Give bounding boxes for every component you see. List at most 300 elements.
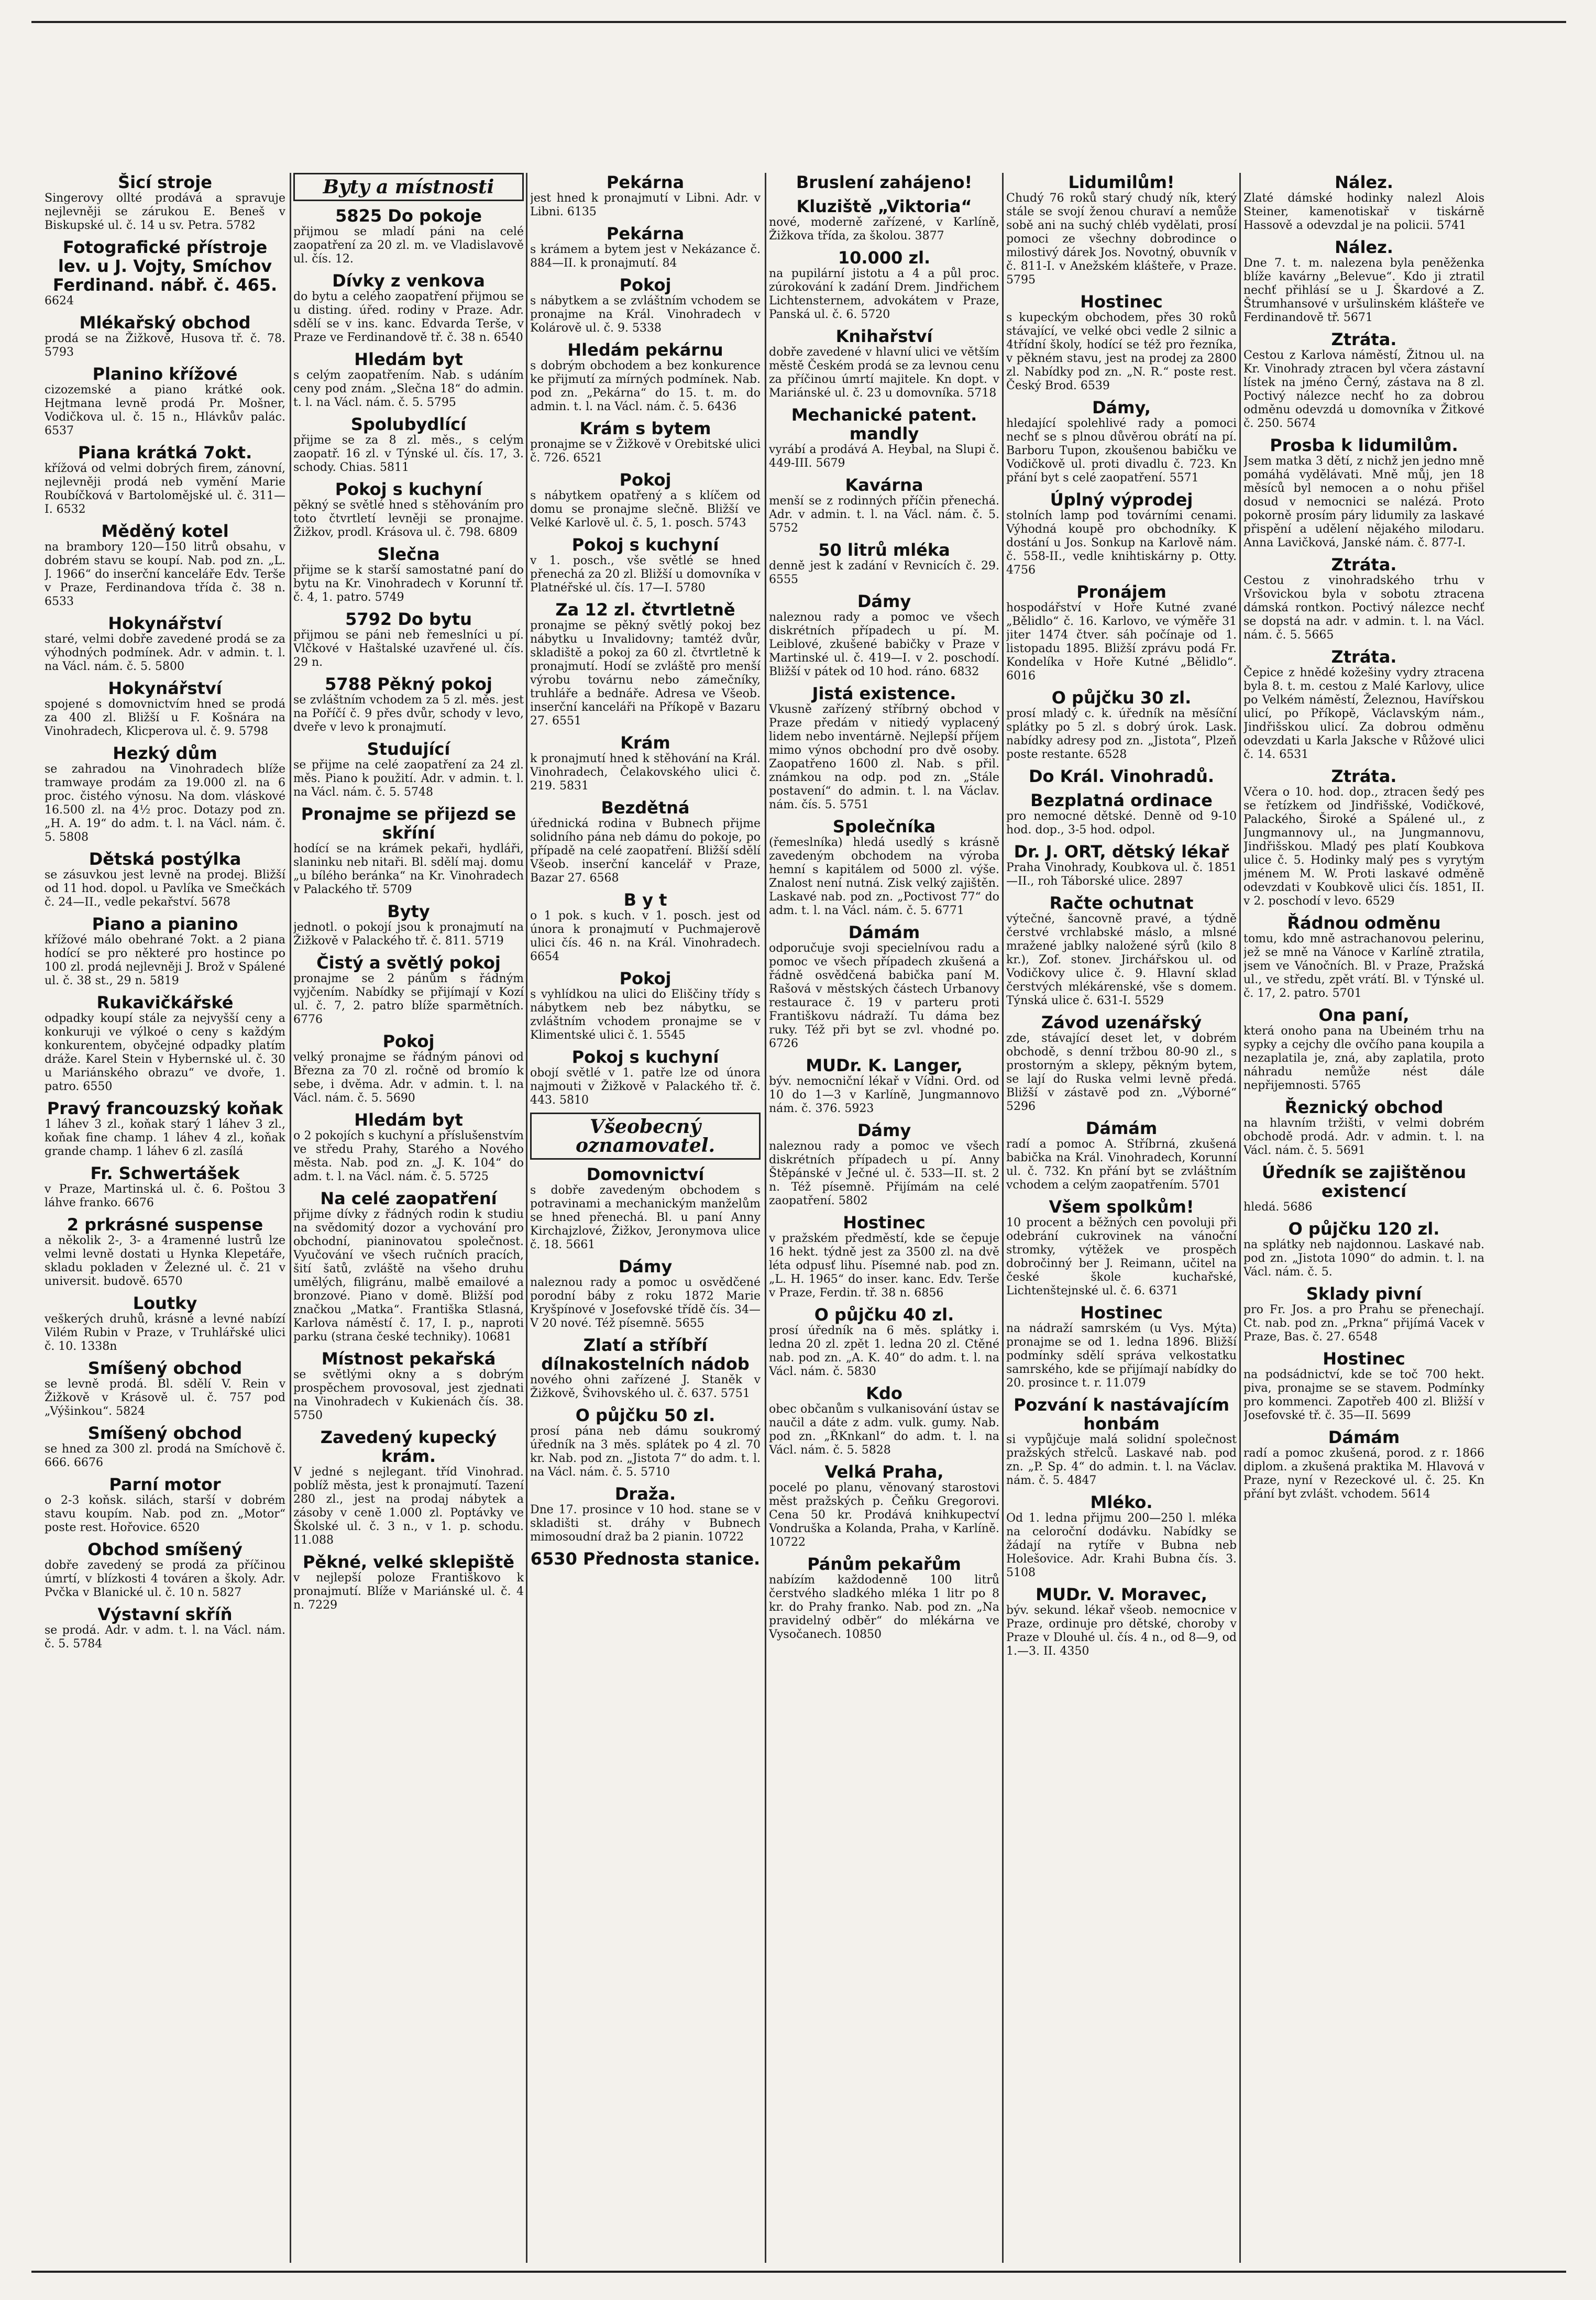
classified-ad (45, 1475, 285, 1535)
ad-body: Dne 17. prosince v 10 hod. stane se v skladišti st. dráhy v Bubnech mimosoudní draž ba 2 pianin. 10722 (530, 1503, 761, 1544)
ad-body: zde, stávající deset let, v dobrém obchodě, s denní tržbou 80-90 zl., s prostorným a sklepy, pěkným bytem, se lají do Ruska velmi levně předá. Bližší v zástavě pod zn. „Výborné“ 5296 (1006, 1032, 1237, 1113)
ad-heading: Úředník se zajištěnou existencí (1261, 1162, 1467, 1201)
ad-body: hledající spolehlivé rady a pomoci nechť se s plnou důvěrou obrátí na pí. Barboru Tupon, zkoušenou babičku ve Vodičkově ul. proti divadlu č. 723. Kn přání byt s celé zaopatření. 5571 (1006, 417, 1237, 485)
ad-heading: Studující (367, 739, 450, 759)
classified-ad (1243, 1006, 1484, 1093)
classified-ad (293, 271, 524, 345)
classified-ad (1006, 292, 1237, 393)
classified-ad (45, 993, 285, 1094)
ad-body: a několik 2-, 3- a 4ramenné lustrů lze velmi levně dostati u Hynka Klepetáře, skladu pokladen v Železné ul. č. 21 v universit. budově. 6570 (45, 1234, 285, 1288)
classified-ad (1006, 894, 1237, 1008)
ad-heading: MUDr. K. Langer, (806, 1055, 963, 1075)
ad-body: se zahradou na Vinohradech blíže tramwaye prodám za 19.000 zl. na 6 proc. čistého výnosu. Na dom. vláskové 16.500 zl. na 4½ proc. Dotazy pod zn. „H. A. 19“ do adm. t. l. na Václ. nám. č. 5. 5808 (45, 763, 285, 844)
classified-ad (769, 923, 999, 1051)
ad-body: dobře zavedený se prodá za příčinou úmrtí, v blízkosti 4 továren a školy. Adr. Pvčka v Blanické ul. č. 10 n. 5827 (45, 1559, 285, 1599)
classified-ad (293, 805, 524, 897)
classified-ad (769, 197, 999, 243)
ad-body: prosí mladý c. k. úředník na měsíční splátky po 5 zl. s dobrý úrok. Lask. nabídky adresy pod zn. „Jistota“, Plzeň poste restante. 6528 (1006, 707, 1237, 761)
ad-body: 10 procent a běžných cen povoluji při odebrání cukrovinek na vánoční stromky, výtěžek ve prospěch dobročinný ber J. Reimann, učitel na české škole kuchařské, Lichtenštejnské ul. č. 6. 6371 (1006, 1216, 1237, 1297)
classified-ad (293, 415, 524, 475)
ad-body: na hlavním tržišti, v velmi dobrém obchodě prodá. Adr. v admin. t. l. na Václ. nám. č. 5. 5691 (1243, 1117, 1484, 1157)
classified-ad (1243, 1098, 1484, 1158)
ad-body: dobře zavedené v hlavní ulici ve větším městě Českém prodá se za levnou cenu za příčinou úmrtí majitele. Kn dopt. v Mariánské ul. č. 23 u domovníka. 5718 (769, 346, 999, 400)
classified-ad (530, 535, 761, 595)
ad-body: přijme se za 8 zl. měs., s celým zaopatř. 16 zl. v Týnské ul. čís. 17, 3. schody. Chias. 5811 (293, 434, 524, 474)
ad-heading: Dětská postýlka (89, 849, 241, 869)
ad-body: prosí úředník na 6 měs. splátky i. ledna 20 zl. zpět 1. ledna 20 zl. Ctěné nab. pod zn. „A. K. 40“ do adm. t. l. na Václ. nám. č. 5830 (769, 1324, 999, 1378)
ad-body: Cestou z Karlova náměstí, Žitnou ul. na Kr. Vinohrady ztracen byl včera zástavní lístek na jméno Černý, zástava na 8 zl. Poctivý nálezce nechť ho za dobrou odměnu odevzdá u domovníka v Žitkové č. 250. 5674 (1243, 349, 1484, 430)
classified-ad (293, 1553, 524, 1612)
ad-body: s nábytkem opatřený a s klíčem od domu se pronajme slečně. Bližší ve Velké Karlově ul. č. 5, 1. posch. 5743 (530, 489, 761, 530)
column-6 (1243, 173, 1484, 2263)
classified-ad (769, 327, 999, 400)
ad-body: se zásuvkou jest levně na prodej. Bližší od 11 hod. dopol. u Pavlíka ve Smečkách č. 24—II., vedle pekařství. 5678 (45, 868, 285, 909)
classified-ad (293, 740, 524, 799)
ad-heading: 10.000 zl. (838, 248, 931, 268)
classified-ad (530, 1406, 761, 1479)
classified-ad (293, 902, 524, 948)
ad-body: do bytu a celého zaopatření přijmou se u disting. úřed. rodiny v Praze. Adr. sdělí se v ins. kanc. Edvarda Terše, v Praze ve Ferdinandově tř. č. 38 n. 6540 (293, 290, 524, 344)
classified-ad (45, 1605, 285, 1651)
classified-ad (45, 313, 285, 359)
ad-body: úřednická rodina v Bubnech přijme solidního pána neb dámu do pokoje, po případě na celé zaopatření. Bližší sdělí Všeob. inserční kancelář v Praze, Bazar 27. 6568 (530, 817, 761, 885)
ad-heading: Bezplatná ordinace (1030, 790, 1213, 810)
ad-body: Zlaté dámské hodinky nalezl Alois Steiner, kamenotiskař v tiskárně Hassově a odevzdal je na policii. 5741 (1243, 192, 1484, 232)
ad-heading: Krám (620, 733, 670, 753)
ad-heading: Mlékařský obchod (79, 313, 251, 333)
ad-heading: Ona paní, (1318, 1005, 1410, 1025)
ad-heading: Hostinec (1080, 292, 1163, 312)
classified-ad (293, 1032, 524, 1105)
ad-body: pro Fr. Jos. a pro Prahu se přenechají. Ct. nab. pod zn. „Prkna“ přijímá Vacek v Praze, Bas. č. 27. 6548 (1243, 1303, 1484, 1344)
ad-heading: Piana krátká 7okt. (78, 443, 252, 463)
ad-heading: Pánům pekařům (807, 1554, 961, 1574)
ad-body: křížová od velmi dobrých firem, zánovní, nejlevněji prodá neb vymění Marie Roubíčková v Bartolomějské ul. č. 311—I. 6532 (45, 462, 285, 516)
classified-ad (769, 248, 999, 322)
ad-body: pro nemocné dětské. Denně od 9-10 hod. dop., 3-5 hod. odpol. (1006, 810, 1237, 837)
classified-ad (530, 1048, 761, 1107)
ad-heading: Dámy, (1092, 398, 1151, 417)
ad-heading: Ztráta. (1331, 766, 1397, 786)
ad-heading: Dámy (857, 1120, 911, 1140)
ad-heading: Ztráta. (1331, 329, 1397, 349)
classified-ad (293, 350, 524, 410)
ad-heading: Hezký dům (113, 743, 217, 763)
column-separator (1239, 173, 1241, 2263)
ad-body: veškerých druhů, krásné a levné nabízí Vilém Rubin v Praze, v Truhlářské ulici č. 10. 1338n (45, 1313, 285, 1353)
classified-ad (1006, 490, 1237, 577)
ad-heading: O půjčku 120 zl. (1288, 1219, 1440, 1239)
classified-ad (45, 614, 285, 674)
ad-heading: Planino křížové (92, 364, 238, 384)
ad-heading: Pekárna (606, 173, 685, 192)
ad-heading: Hokynářství (108, 613, 222, 633)
classified-ad (769, 1384, 999, 1457)
ad-body: naleznou rady a pomoc ve všech diskrétních případech u pí. Anny Štěpánské v Ječné ul. č. 533—II. st. 2 n. Též písemně. Přijímám na celé zaopatření. 5802 (769, 1140, 999, 1207)
ad-body: na nádraží samrském (u Vys. Mýta) pronajme se od 1. ledna 1896. Bližší podmínky sdělí správa velkostatku samrského, kde se přijímají nabídky do 20. prosince t. r. 11.079 (1006, 1322, 1237, 1390)
ad-heading: Kavárna (845, 475, 923, 495)
classified-ad (1006, 1119, 1237, 1192)
ad-body: nové, moderně zařízené, v Karlíně, Žižkova třída, za školou. 3877 (769, 216, 999, 243)
classified-ad (530, 470, 761, 530)
classified-ad (530, 798, 761, 885)
ad-body: se světlými okny a s dobrým prospěchem provosoval, jest zjednati na Vinohradech v Kukienách čís. 38. 5750 (293, 1368, 524, 1422)
classified-ad (1006, 1303, 1237, 1390)
ad-heading: 5792 Do bytu (345, 609, 472, 629)
ad-body: s kupeckým obchodem, přes 30 roků stávající, ve velké obci vedle 2 silnic a 4třídní školy, hodící se též pro řezníka, v pěkném stavu, jest na prodej za 2800 zl. Nabídky pod zn. „N. R.“ poste rest. Český Brod. 6539 (1006, 311, 1237, 392)
ad-body: o 1 pok. s kuch. v 1. posch. jest od února k pronajmutí v Puchmajerově ulici čís. 46 n. na Král. Vinohradech. 6654 (530, 909, 761, 963)
classified-ad (1006, 1585, 1237, 1658)
ad-heading: MUDr. V. Moravec, (1036, 1584, 1207, 1604)
ad-heading: Řeznický obchod (1284, 1097, 1444, 1117)
classified-ad (769, 173, 999, 192)
classified-ad (45, 443, 285, 516)
classified-ad (1006, 1013, 1237, 1114)
ad-body: hodící se na krámek pekaři, hydláři, slaninku neb nitaři. Bl. sdělí maj. domu „u bílého beránka“ na Kr. Vinohradech v Palackého tř. 5709 (293, 842, 524, 896)
classified-ad (45, 238, 285, 308)
ad-heading: Dámám (1328, 1427, 1400, 1447)
ad-body: Chudý 76 roků starý chudý ník, který stále se svojí ženou churaví a nemůže sobě ani na suchý chléb vydělati, prosí pomoci ze všechny dobrodince o milostivý dárek Jos. Novotný, obuvník v č. 811-I. v Anežském klášteře, v Praze. 5795 (1006, 192, 1237, 287)
ad-heading: Hledám byt (354, 1110, 463, 1130)
classified-ad (45, 522, 285, 609)
classified-ad (293, 953, 524, 1027)
ad-heading: Dr. J. ORT, dětský lékař (1014, 842, 1229, 862)
ad-body: s vyhlídkou na ulici do Eliščiny třídy s nábytkem neb bez nábytku, se zvláštním vchodem pronajme se v Klimentské ulici č. 1. 5545 (530, 988, 761, 1042)
column-2 (293, 173, 524, 2263)
ad-heading: Pekárna (606, 224, 685, 244)
ad-heading: Obchod smíšený (87, 1539, 243, 1559)
ad-heading: Prosba k lidumilům. (1270, 435, 1458, 455)
ad-heading: Bruslení zahájeno! (796, 173, 973, 192)
ad-heading: Hostinec (1080, 1303, 1163, 1323)
classified-ad (1243, 767, 1484, 908)
classified-ad (1243, 330, 1484, 431)
ad-heading: Krám s bytem (579, 419, 711, 438)
ad-heading: Hledám byt (354, 349, 463, 369)
ad-heading: Loutky (133, 1293, 197, 1313)
classified-ad (1006, 1395, 1237, 1488)
classified-ad (45, 365, 285, 438)
classified-ad (1006, 842, 1237, 888)
ad-heading: Bezdětná (601, 798, 690, 818)
ad-body: pěkný se světlé hned s stěhováním pro toto čtvrtletí levněji se pronajme. Žižkov, prodl. Krásova ul. č. 798. 6809 (293, 499, 524, 539)
classified-ad (1243, 436, 1484, 550)
classified-ad (1243, 1219, 1484, 1279)
classified-ad (1243, 238, 1484, 325)
classified-ad (45, 1164, 285, 1210)
ad-body: na pupilární jistotu a 4 a půl proc. zúrokování k zadání Drem. Jindřichem Lichtensternem, advokátem v Praze, Panská ul. č. 6. 5720 (769, 267, 999, 321)
ad-body: přijmou se mladí páni na celé zaopatření za 20 zl. m. ve Vladislavově ul. čís. 12. (293, 225, 524, 266)
ad-heading: O půjčku 40 zl. (814, 1305, 954, 1325)
ad-heading: Místnost pekařská (321, 1349, 496, 1369)
ad-heading: Smíšený obchod (87, 1423, 243, 1443)
column-separator (290, 173, 291, 2263)
classified-ad (1243, 1163, 1484, 1214)
ad-body: radí a pomoc zkušená, porod. z r. 1866 diplom. a zkušená praktika M. Hlavová v Praze, nyní v Rezeckové ul. č. 25. Kn přání byt zvlášt. vchodem. 5614 (1243, 1447, 1484, 1501)
ad-heading: Šicí stroje (118, 173, 212, 192)
ad-heading: Hokynářství (108, 678, 222, 698)
ad-heading: Pokoj s kuchyní (335, 479, 482, 499)
ad-body: se přijme na celé zaopatření za 24 zl. měs. Piano k použití. Adr. v admin. t. l. na Václ. nám. č. 5. 5748 (293, 758, 524, 799)
ad-heading: Dámám (1085, 1118, 1158, 1138)
classified-ad (530, 173, 761, 219)
ad-heading: 2 prkrásné suspense (67, 1215, 263, 1235)
ad-body: spojené s domovnictvím hned se prodá za 400 zl. Bližší u F. Košnára na Vinohradech, Klicperova ul. č. 9. 5798 (45, 698, 285, 738)
ad-body: pronajme se pěkný světlý pokoj bez nábytku u Invalidovny; tamtéž dvůr, skladiště a pokoj za 60 zl. čtvrtletně k pronajmutí. Hodí se zvláště pro menší výrobu továrnu nebo zámečníky, truhláře a bednáře. Adresa ve Všeob. inserční kanceláři na Příkopě v Bazaru 27. 6551 (530, 619, 761, 728)
ad-heading: Račte ochutnat (1049, 893, 1194, 913)
ad-heading: 5825 Do pokoje (335, 206, 482, 226)
classified-ad (769, 684, 999, 812)
ad-heading: Fr. Schwertášek (90, 1163, 240, 1183)
ad-heading: Společníka (832, 817, 936, 837)
ad-heading: Kdo (866, 1383, 902, 1403)
ad-heading: Do Král. Vinohradů. (1028, 766, 1215, 786)
classified-ad (530, 224, 761, 270)
classified-ad (530, 890, 761, 964)
ad-heading: Výstavní skříň (97, 1604, 233, 1624)
ad-heading: Pěkné, velké sklepiště (303, 1552, 514, 1572)
ad-body: denně jest k zadání v Revnicích č. 29. 6555 (769, 559, 999, 586)
classified-ad (530, 419, 761, 465)
ad-body: nového ohni zařízené J. Staněk v Žižkově, Švihovského ul. č. 637. 5751 (530, 1373, 761, 1400)
ad-body: obec občanům s vulkanisování ústav se naučil a dáte z adm. vulk. gumy. Nab. pod zn. „ŘKnkanl“ do adm. t. l. na Václ. nám. č. 5. 5828 (769, 1403, 999, 1457)
ad-heading: Zlatí a stříbří dílnakostelních nádob (541, 1335, 750, 1374)
ad-body: vyrábí a prodává A. Heybal, na Slupi č. 449-III. 5679 (769, 443, 999, 470)
ad-heading: Dívky z venkova (332, 271, 485, 291)
ad-body: 6624 (45, 294, 74, 307)
ad-body: odpadky koupí stále za nejvyšší ceny a konkuruji ve výlkoé o ceny s každým konkurentem, obyčejné odpadky platím dráže. Karel Stein v Hybernské ul. č. 30 u Mariánského obrazu“ ve dvoře, 1. patro. 6550 (45, 1012, 285, 1093)
ad-heading: Za 12 zl. čtvrtletně (555, 600, 735, 620)
classified-ad (1006, 173, 1237, 287)
ad-heading: O půjčku 50 zl. (575, 1405, 716, 1425)
top-rule (31, 21, 1566, 23)
classified-ad (1243, 1284, 1484, 1344)
column-separator (526, 173, 527, 2263)
classified-ad (45, 744, 285, 844)
ad-heading: Sklady pivní (1306, 1284, 1422, 1304)
ad-body: přijme dívky z řádných rodin k studiu na svědomitý dozor a vychování pro obchodní, pianinovatou společnost. Vyučování ve všech ručních pracích, šití šatů, zvláště na všeho druhu umělých, filigránu, malbě emailové a bronzové. Piano v domě. Bližší pod značkou „Matka“. Františka Stlasná, Karlova náměstí č. 17, I. p., naproti parku (strana české techniky). 10681 (293, 1208, 524, 1344)
ad-heading: Závod uzenářský (1041, 1013, 1202, 1032)
ad-heading: Lidumilům! (1068, 173, 1175, 192)
classified-ad (1243, 1428, 1484, 1501)
classified-ad (1006, 1197, 1237, 1298)
ad-body: v pražském předměstí, kde se čepuje 16 hekt. týdně jest za 3500 zl. na dvě léta odpusť lihu. Písemné nab. pod zn. „L. H. 1965“ do inser. kanc. Edv. Terše v Praze, Ferdin. tř. 38 n. 6856 (769, 1232, 999, 1300)
ad-body: býv. sekund. lékař všeob. nemocnice v Praze, ordinuje pro dětské, choroby v Praze v Dlouhé ul. čís. 4 n., od 8—9, od 1.—3. II. 4350 (1006, 1604, 1237, 1658)
ad-heading: Pozvání k nastávajícím honbám (1014, 1395, 1229, 1434)
ad-heading: Pokoj (619, 969, 672, 988)
ad-heading: 5788 Pěkný pokoj (325, 674, 492, 694)
classified-ad (293, 675, 524, 734)
ad-heading: O půjčku 30 zl. (1051, 688, 1192, 708)
ad-body: na brambory 120—150 litrů obsahu, v dobrém stavu se koupí. Nab. pod zn. „L. J. 1966“ do inserční kanceláře Edv. Terše v Praze, Ferdinandova třída č. 38 n. 6533 (45, 541, 285, 608)
ad-heading: Úplný výprodej (1050, 490, 1193, 510)
ad-heading: Nález. (1335, 173, 1393, 192)
ad-body: si vypůjčuje malá solidní společnost pražských střelců. Laskavé nab. pod zn. „P. Sp. 4“ do admin. t. l. na Václav. nám. č. 5. 4847 (1006, 1433, 1237, 1487)
ad-heading: Slečna (377, 544, 440, 564)
ad-heading: Piano a pianino (92, 914, 238, 934)
classified-ad (45, 679, 285, 739)
classified-ad (530, 340, 761, 414)
ad-heading: Dámy (857, 591, 911, 611)
classified-ad (769, 592, 999, 679)
classified-ad (1006, 398, 1237, 485)
classified-ad (45, 173, 285, 233)
classified-ad (530, 969, 761, 1042)
classified-ad (1006, 582, 1237, 683)
ad-heading: Pokoj (619, 470, 672, 490)
classified-ad (530, 733, 761, 793)
ad-heading: Parní motor (109, 1474, 221, 1494)
classified-ad (1006, 1493, 1237, 1580)
ad-body: se levně prodá. Bl. sdělí V. Rein v Žižkově v Krásově ul. č. 757 pod „Výšinkou“. 5824 (45, 1378, 285, 1418)
ad-body: o 2 pokojích s kuchyní a příslušenstvím ve středu Prahy, Starého a Nového města. Nab. pod zn. „J. K. 104“ do adm. t. l. na Václ. nám. č. 5. 5725 (293, 1129, 524, 1183)
ad-body: obojí světlé v 1. patře lze od února najmouti v Žižkově v Palackého tř. č. 443. 5810 (530, 1066, 761, 1107)
ad-body: stolních lamp pod továrními cenami. Výhodná koupě pro obchodníky. K dostání u Jos. Sonkup na Karlově nám. č. 558-II., vedle knihtiskárny p. Otty. 4756 (1006, 509, 1237, 577)
ad-heading: Knihařství (835, 326, 933, 346)
classified-ad (769, 476, 999, 535)
ad-body: s nábytkem a se zvláštním vchodem se pronajme na Král. Vinohradech v Kolárově ul. č. 9. 5338 (530, 294, 761, 335)
column-separator (765, 173, 766, 2263)
ad-body: hledá. 5686 (1243, 1201, 1313, 1214)
ad-body: pocelé po planu, věnovaný starostovi měst pražských p. Čeňku Gregorovi. Cena 50 kr. Prodává knihkupectví Vondruška a Kolanda, Praha, v Karlíně. 10722 (769, 1481, 999, 1549)
ad-body: cizozemské a piano krátké ook. Hejtmana levně prodá Pr. Mošner, Vodičkova ul. č. 15 n., Hlávkův palác. 6537 (45, 383, 285, 437)
classified-ad (530, 1165, 761, 1252)
classified-ad (530, 1336, 761, 1401)
classified-ad (769, 1305, 999, 1379)
classified-ad (45, 1215, 285, 1289)
ad-body: naleznou rady a pomoc u osvědčené porodní báby z roku 1872 Marie Kryšpínové v Josefovské třídě čís. 34—V 20 nové. Též písemně. 5655 (530, 1276, 761, 1330)
ad-heading: Hledám pekárnu (567, 340, 723, 360)
ad-heading: Mléko. (1090, 1492, 1153, 1512)
classified-ad (293, 206, 524, 266)
classified-ad (45, 1294, 285, 1353)
column-4 (769, 173, 999, 2263)
ad-heading: Byty (387, 901, 430, 921)
classified-ad (769, 1555, 999, 1642)
ad-heading: Mechanické patent. mandly (791, 405, 977, 444)
ad-body: Čepice z hnědé kožešiny vydry ztracena byla 8. t. m. cestou z Malé Karlovy, ulice po Velkém náměstí, Železnou, Havířskou ulicí, po Příkopě, Václavským nám., Jindřišskou ulicí. Za dobrou odměnu odevzdati u Karla Jaksche v Růžové ulici č. 14. 6531 (1243, 666, 1484, 761)
ad-body: výtečné, šancovně pravé, a týdně čerstvé vrchlabské máslo, a mlsné mražené jablky naložené sýrů (kilo 8 kr.), Zof. stonev. Jirchářskou ul. od Vodičkovy ulice č. 9. Hlavní sklad čerstvých mlékárenské, vše s domem. Týnská ulice č. 631-I. 5529 (1006, 912, 1237, 1007)
ad-body: prodá se na Žižkově, Husova tř. č. 78. 5793 (45, 332, 285, 359)
ad-body: radí a pomoc A. Stříbrná, zkušená babička na Král. Vinohradech, Korunní ul. č. 732. Kn přání byt se zvláštním vchodem a celým zaopatřením. 5701 (1006, 1138, 1237, 1192)
ad-body: v 1. posch., vše světlé se hned přenechá za 20 zl. Bližší u domovníka v Platnéřské ul. čís. 17—I. 5780 (530, 554, 761, 595)
ad-body: 1 láhev 3 zl., koňak starý 1 láhev 3 zl., koňak fine champ. 1 láhev 4 zl., koňak grande champ. 1 láhev 6 zl. zasílá (45, 1118, 285, 1158)
ad-body: s dobrým obchodem a bez konkurence ke přijmutí za mírných podmínek. Nab. pod zn. „Pekárna“ do 15. t. m. do admin. t. l. na Václ. nám. č. 5. 6436 (530, 359, 761, 413)
ad-heading: Velká Praha, (824, 1462, 944, 1482)
ad-heading: Pravý francouzský koňak (47, 1098, 283, 1118)
ad-body: menší se z rodinných příčin přenechá. Adr. v admin. t. l. na Václ. nám. č. 5. 5752 (769, 494, 999, 535)
ad-heading: Hostinec (843, 1213, 926, 1232)
classified-ad (293, 480, 524, 540)
ad-body: která onoho pana na Ubeiném trhu na sypky a cejchy dle ovčího pana koupila a nezaplatila je, zná, aby zaplatila, proto náhradu nemůže nést dále nepřijemnosti. 5765 (1243, 1025, 1484, 1092)
ad-heading: Jistá existence. (812, 684, 956, 703)
ad-heading: Řádnou odměnu (1287, 913, 1441, 933)
classified-ad (769, 1462, 999, 1549)
ad-heading: Domovnictví (586, 1164, 705, 1184)
ad-heading: Pokoj (382, 1031, 435, 1051)
ad-body: na podsádnictví, kde se toč 700 hekt. piva, pronajme se se stavem. Podmínky pro kommenci. Zapotřeb 400 zl. Bližší v Josefovské tř. č. 35—II. 5699 (1243, 1368, 1484, 1422)
ad-heading: Čistý a světlý pokoj (316, 953, 501, 973)
ad-body: v Praze, Martinská ul. č. 6. Poštou 3 láhve franko. 6676 (45, 1183, 285, 1209)
column-separator (1002, 173, 1004, 2263)
classified-ad (769, 1213, 999, 1300)
classified-ad (1243, 914, 1484, 1000)
classified-ad (769, 1121, 999, 1208)
ad-body: naleznou rady a pomoc ve všech diskrétních případech u pí. M. Leiblové, zkušené babičky v Praze v Martinské ul. č. 419—I. v 2. poschodí. Bližší v pátek od 10 hod. ráno. 6832 (769, 611, 999, 678)
ad-body: Včera o 10. hod. dop., ztracen šedý pes se řetízkem od Jindřišské, Vodičkové, Palackého, Široké a Spálené ul., z Jungmannovy ul., na Jungmannovu, Jindřišskou. Mladý pes platí Koubkova ulice č. 5. Hodinky malý pes s vyrytým jménem M. W. Proti laskavé odměně odevzdati v Koubkově ulici čís. 1851, II. v 2. poschodí v levo. 6529 (1243, 786, 1484, 908)
section-heading: Všeobecný oznamovatel. (575, 1116, 716, 1157)
ad-body: pronajme se v Žižkově v Orebitské ulici č. 726. 6521 (530, 438, 761, 465)
ad-heading: Spolubydlící (350, 414, 467, 434)
ad-heading: Kluziště „Viktoria“ (796, 196, 972, 216)
ad-heading: Ztráta. (1331, 647, 1397, 667)
ad-body: Od 1. ledna přijmu 200—250 l. mléka na celoroční dodávku. Nabídky se žádají na rytíře v Bubna neb Holešovice. Adr. Krahi Bubna čís. 3. 5108 (1006, 1512, 1237, 1579)
ad-heading: Fotografické přístroje lev. u J. Vojty, Smíchov Ferdinand. nábř. č. 465. (52, 237, 278, 295)
classified-ad (769, 541, 999, 587)
classified-ad (1243, 1349, 1484, 1423)
classified-ad (293, 545, 524, 604)
ad-heading: Ztráta. (1331, 555, 1397, 575)
ad-body: velký pronajme se řádným pánovi od Března za 70 zl. ročně od bromío k sebe, i dvěma. Adr. v admin. t. l. na Václ. nám. č. 5. 5690 (293, 1051, 524, 1105)
ad-heading: Všem spolkům! (1049, 1197, 1194, 1217)
classified-ad (45, 915, 285, 988)
ad-body: v nejlepší poloze Františkovo k pronajmutí. Blíže v Mariánské ul. č. 4 n. 7229 (293, 1571, 524, 1612)
ad-heading: Draža. (614, 1484, 676, 1504)
classified-ad (1243, 555, 1484, 642)
ad-body: se zvláštním vchodem za 5 zl. měs. jest na Poříčí č. 9 přes dvůr, schody v levo, dveře v levo k pronajmutí. (293, 694, 524, 734)
classified-ad (293, 1428, 524, 1547)
classified-ad (293, 610, 524, 669)
ad-heading: Dámám (848, 922, 920, 942)
bottom-rule (31, 2271, 1566, 2273)
ad-body: nabízím každodenně 100 litrů čerstvého sladkého mléka 1 litr po 8 kr. do Prahy franko. Nab. pod zn. „Na pravidelný odběr“ do mlékárna ve Vysočanech. 10850 (769, 1573, 999, 1641)
ad-heading: Pronajme se přijezd se skříní (301, 804, 516, 843)
ad-body: hospodářství v Hoře Kutné zvané „Bělidlo“ č. 16. Karlovo, ve výměře 31 jiter 1474 čtver. sáh počínaje od 1. listopadu 1895. Bližší zprávu podá Fr. Kondelíka v Hoře Kutné „Bělidlo“. 6016 (1006, 601, 1237, 683)
classified-ad (293, 1110, 524, 1184)
classified-ad (1006, 767, 1237, 786)
classified-ad (530, 1549, 761, 1568)
classified-ad (45, 1359, 285, 1418)
ad-body: přijme se k starší samostatné paní do bytu na Kr. Vinohradech v Korunní tř. č. 4, 1. patro. 5749 (293, 564, 524, 604)
ad-heading: Na celé zaopatření (320, 1188, 497, 1208)
ad-body: s krámem a bytem jest v Nekázance č. 884—II. k pronajmutí. 84 (530, 243, 761, 270)
ad-body: na splátky neb najdonnou. Laskavé nab. pod zn. „Jistota 1090“ do admin. t. l. na Václ. nám. č. 5. (1243, 1238, 1484, 1279)
ad-body: k pronajmutí hned k stěhování na Král. Vinohradech, Čelakovského ulici č. 219. 5831 (530, 752, 761, 793)
ad-body: o 2-3 koňsk. silách, starší v dobrém stavu koupím. Nab. pod zn. „Motor“ poste rest. Hořovice. 6520 (45, 1494, 285, 1534)
ad-heading: Smíšený obchod (87, 1358, 243, 1378)
classified-ad (530, 1257, 761, 1330)
ad-body: Praha Vinohrady, Koubkova ul. č. 1851—II., roh Táborské ulice. 2897 (1006, 861, 1237, 888)
ad-body: s celým zaopatřením. Nab. s udáním ceny pod znám. „Slečna 18“ do admin. t. l. na Václ. nám. č. 5. 5795 (293, 369, 524, 409)
column-1 (45, 173, 285, 2263)
ad-heading: Zavedený kupecký krám. (320, 1427, 497, 1466)
ad-body: Cestou z vinohradského trhu v Vršovickou byla v sobotu ztracena dámská rontkon. Poctivý nálezce nechť se dopstá na adr. v admin. t. l. na Václ. nám. č. 5. 5665 (1243, 574, 1484, 642)
classified-ad (1243, 173, 1484, 233)
ad-body: s dobře zavedeným obchodem s potravinami a mechanickým manželům se hned přenechá. Bl. u paní Anny Kirchajzlové, Žižkov, Jeronymova ulice č. 18. 5661 (530, 1184, 761, 1251)
ad-heading: 6530 Přednosta stanice. (530, 1549, 761, 1569)
ad-heading: Nález. (1335, 237, 1393, 257)
ad-heading: Pokoj s kuchyní (571, 1047, 719, 1067)
ad-heading: Rukavičkářské (96, 993, 234, 1013)
ad-body: býv. nemocniční lékař v Vídni. Ord. od 10 do 1—3 v Karlíně, Jungmannovo nám. č. 376. 5923 (769, 1075, 999, 1115)
ad-heading: Hostinec (1323, 1349, 1405, 1369)
classified-ad (293, 1189, 524, 1344)
ad-body: tomu, kdo mně astrachanovou pelerinu, jež se mně na Vánoce v Karlíně ztratila, jsem ve Vánočních. Bl. v Praze, Pražská ul., ve středu, zpět vrátí. Bl. v Týnské ul. č. 17, 2. patro. 5701 (1243, 932, 1484, 1000)
ad-body: Vkusně zařízený stříbrný obchod v Praze předám v nitiedý vyplacený lidem nebo inventárně. Nejlepší příjem mimo výnos obchodní pro dvě osoby. Zaopatřeno 1600 zl. Nab. s přil. známkou na odp. pod zn. „Stále postavení“ do admin. t. l. na Václav. nám. čís. 5. 5751 (769, 703, 999, 811)
classified-ad (769, 1056, 999, 1116)
classified-ad (45, 850, 285, 909)
classified-ad (769, 817, 999, 918)
